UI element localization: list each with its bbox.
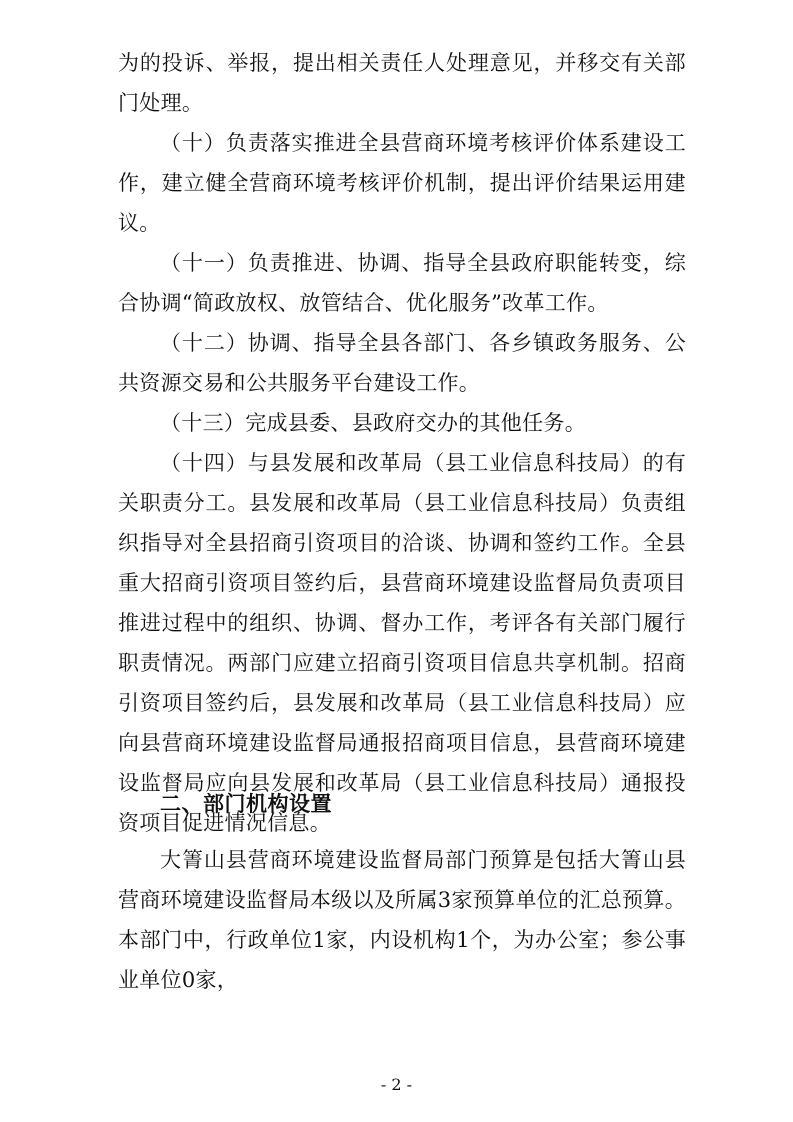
paragraph-org-structure: 大箐山县营商环境建设监督局部门预算是包括大箐山县营商环境建设监督局本级以及所属3家预算单位的汇总预算。本部门中，行政单位1家，内设机构1个，为办公室；参公事业单位0家， xyxy=(118,848,686,992)
section-heading-block xyxy=(118,784,686,824)
paragraph-item-11: （十一）负责推进、协调、指导全县政府职能转变，综合协调“简政放权、放管结合、优化服务”改革工作。 xyxy=(118,251,686,315)
page-number: - 2 - xyxy=(380,1075,413,1094)
paragraph-item-14: （十四）与县发展和改革局（县工业信息科技局）的有关职责分工。县发展和改革局（县工业信息科技局）负责组织指导对全县招商引资项目的洽谈、协调和签约工作。全县重大招商引资项目签约后，县营商环境建设监督局负责项目推进过程中的组织、协调、督办工作，考评各有关部门履行职责情况。两部门应建立招商引资项目信息共享机制。招商引资项目签约后，县发展和改革局（县工业信息科技局）应向县营商环境建设监督局通报招商项目信息，县营商环境建设监督局应向县发展和改革局（县工业信息科技局）通报投资项目促进情况信息。 xyxy=(118,451,686,835)
body-text-upper xyxy=(118,43,686,843)
paragraph-item-10: （十）负责落实推进全县营商环境考核评价体系建设工作，建立健全营商环境考核评价机制，提出评价结果运用建议。 xyxy=(118,131,686,235)
section-heading: 二、部门机构设置 xyxy=(160,792,332,816)
body-text-lower xyxy=(118,840,686,1000)
paragraph-item-12: （十二）协调、指导全县各部门、各乡镇政务服务、公共资源交易和公共服务平台建设工作。 xyxy=(118,331,686,395)
paragraph-item-13: （十三）完成县委、县政府交办的其他任务。 xyxy=(160,411,586,435)
paragraph-continuation: 为的投诉、举报，提出相关责任人处理意见，并移交有关部门处理。 xyxy=(118,51,686,115)
